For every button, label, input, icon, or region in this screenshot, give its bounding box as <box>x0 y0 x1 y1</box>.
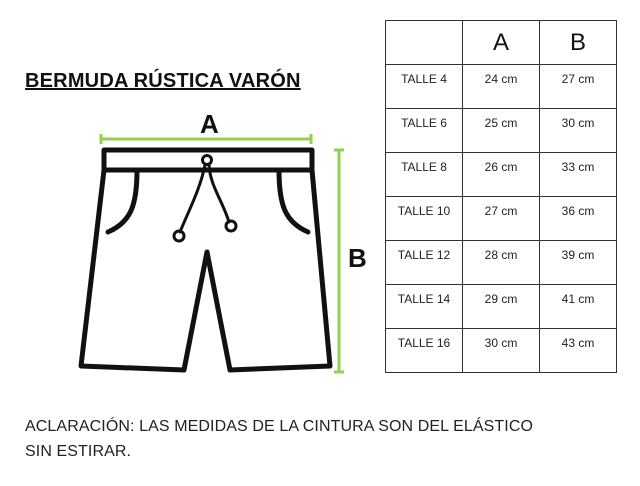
a-cell: 30 cm <box>463 329 540 373</box>
page-title: BERMUDA RÚSTICA VARÓN <box>25 70 301 92</box>
b-cell: 41 cm <box>540 285 617 329</box>
size-cell: TALLE 12 <box>386 241 463 285</box>
b-cell: 39 cm <box>540 241 617 285</box>
clarification-note <box>25 414 533 464</box>
table-header-row <box>386 21 617 65</box>
shorts-outline <box>81 150 330 370</box>
table-row <box>386 109 617 153</box>
shorts-diagram <box>0 0 380 400</box>
table-row <box>386 329 617 373</box>
size-cell: TALLE 4 <box>386 65 463 109</box>
size-cell: TALLE 16 <box>386 329 463 373</box>
header-b: B <box>540 21 617 65</box>
size-cell: TALLE 8 <box>386 153 463 197</box>
b-cell: 43 cm <box>540 329 617 373</box>
header-empty <box>386 21 463 65</box>
a-cell: 26 cm <box>463 153 540 197</box>
note-line-1: ACLARACIÓN: LAS MEDIDAS DE LA CINTURA SON DEL ELÁSTICO <box>25 418 534 435</box>
measure-b-line <box>334 150 344 372</box>
size-cell: TALLE 6 <box>386 109 463 153</box>
b-cell: 30 cm <box>540 109 617 153</box>
size-cell: TALLE 14 <box>386 285 463 329</box>
table-row <box>386 153 617 197</box>
b-cell: 33 cm <box>540 153 617 197</box>
a-cell: 24 cm <box>463 65 540 109</box>
note-line-2: SIN ESTIRAR. <box>25 443 132 460</box>
table-row <box>386 285 617 329</box>
table-row <box>386 65 617 109</box>
b-cell: 27 cm <box>540 65 617 109</box>
label-a: A <box>200 109 219 139</box>
b-cell: 36 cm <box>540 197 617 241</box>
a-cell: 28 cm <box>463 241 540 285</box>
table-row <box>386 241 617 285</box>
a-cell: 27 cm <box>463 197 540 241</box>
a-cell: 25 cm <box>463 109 540 153</box>
label-b: B <box>348 243 367 273</box>
a-cell: 29 cm <box>463 285 540 329</box>
header-a: A <box>463 21 540 65</box>
size-table <box>385 20 617 373</box>
table-row <box>386 197 617 241</box>
size-cell: TALLE 10 <box>386 197 463 241</box>
